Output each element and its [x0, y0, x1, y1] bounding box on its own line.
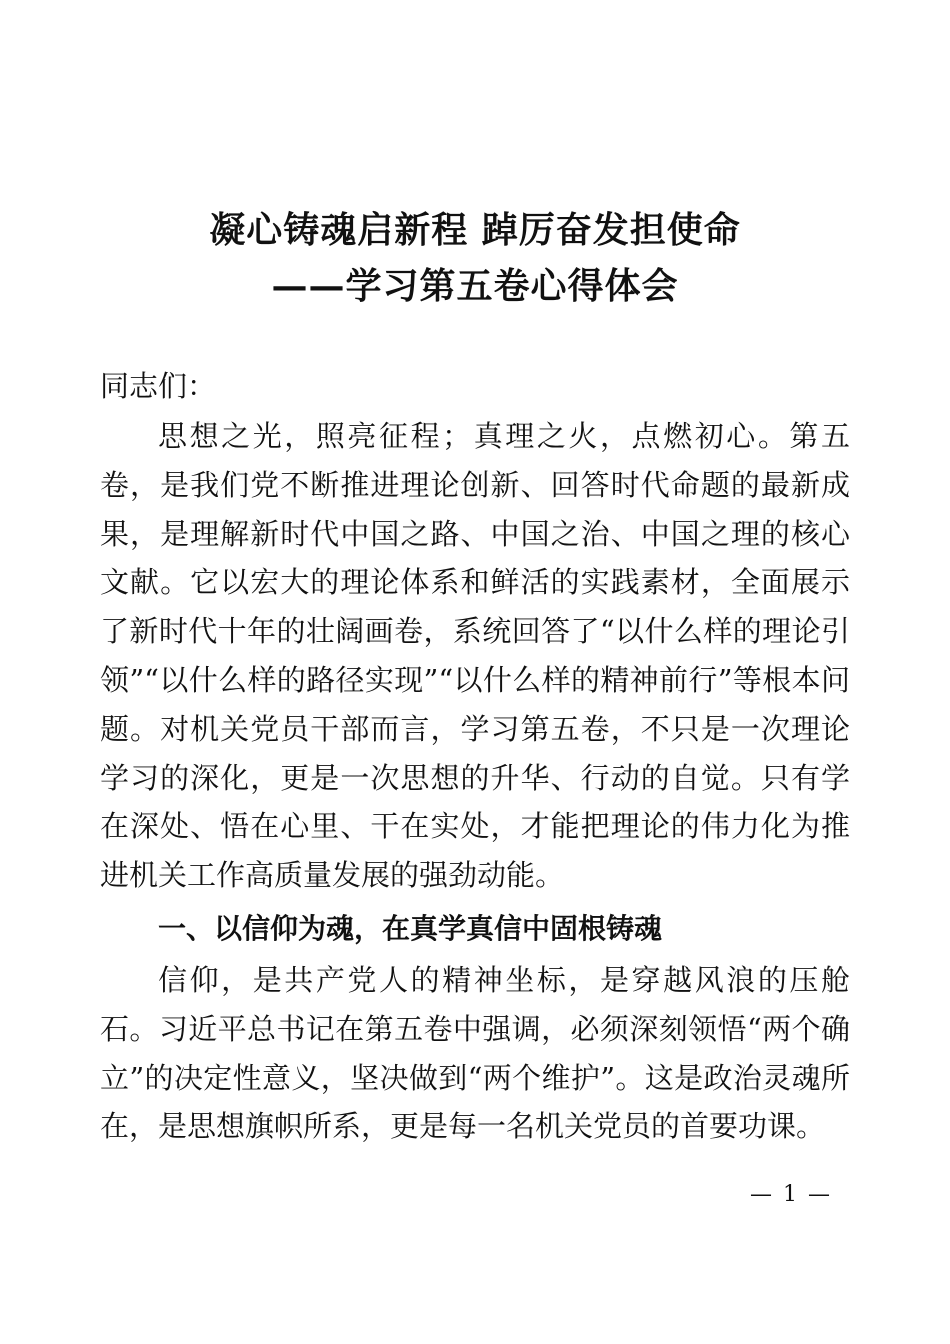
paragraph-intro: 思想之光，照亮征程；真理之火，点燃初心。第五卷，是我们党不断推进理论创新、回答时代命题的最新成果，是理解新时代中国之路、中国之治、中国之理的核心文献。它以宏大的理论体系和鲜活的实践素材，全面展示了新时代十年的壮阔画卷，系统回答了“以什么样的理论引领”“以什么样的路径实现”“以什么样的精神前行”等根本问题。对机关党员干部而言，学习第五卷，不只是一次理论学习的深化，更是一次思想的升华、行动的自觉。只有学在深处、悟在心里、干在实处，才能把理论的伟力化为推进机关工作高质量发展的强劲动能。 — [100, 419, 850, 893]
paragraph-section1: 信仰，是共产党人的精神坐标，是穿越风浪的压舱石。习近平总书记在第五卷中强调，必须深刻领悟“两个确立”的决定性意义，坚决做到“两个维护”。这是政治灵魂所在，是思想旗帜所系，更是每一名机关党员的首要功课。 — [100, 963, 850, 1144]
document-subtitle: ——学习第五卷心得体会 — [271, 265, 679, 307]
salutation: 同志们： — [100, 369, 217, 403]
page-number: — 1 — — [750, 1182, 832, 1207]
section-heading: 一、以信仰为魂，在真学真信中固根铸魂 — [158, 912, 663, 945]
document-title: 凝心铸魂启新程 踔厉奋发担使命 — [209, 209, 741, 251]
